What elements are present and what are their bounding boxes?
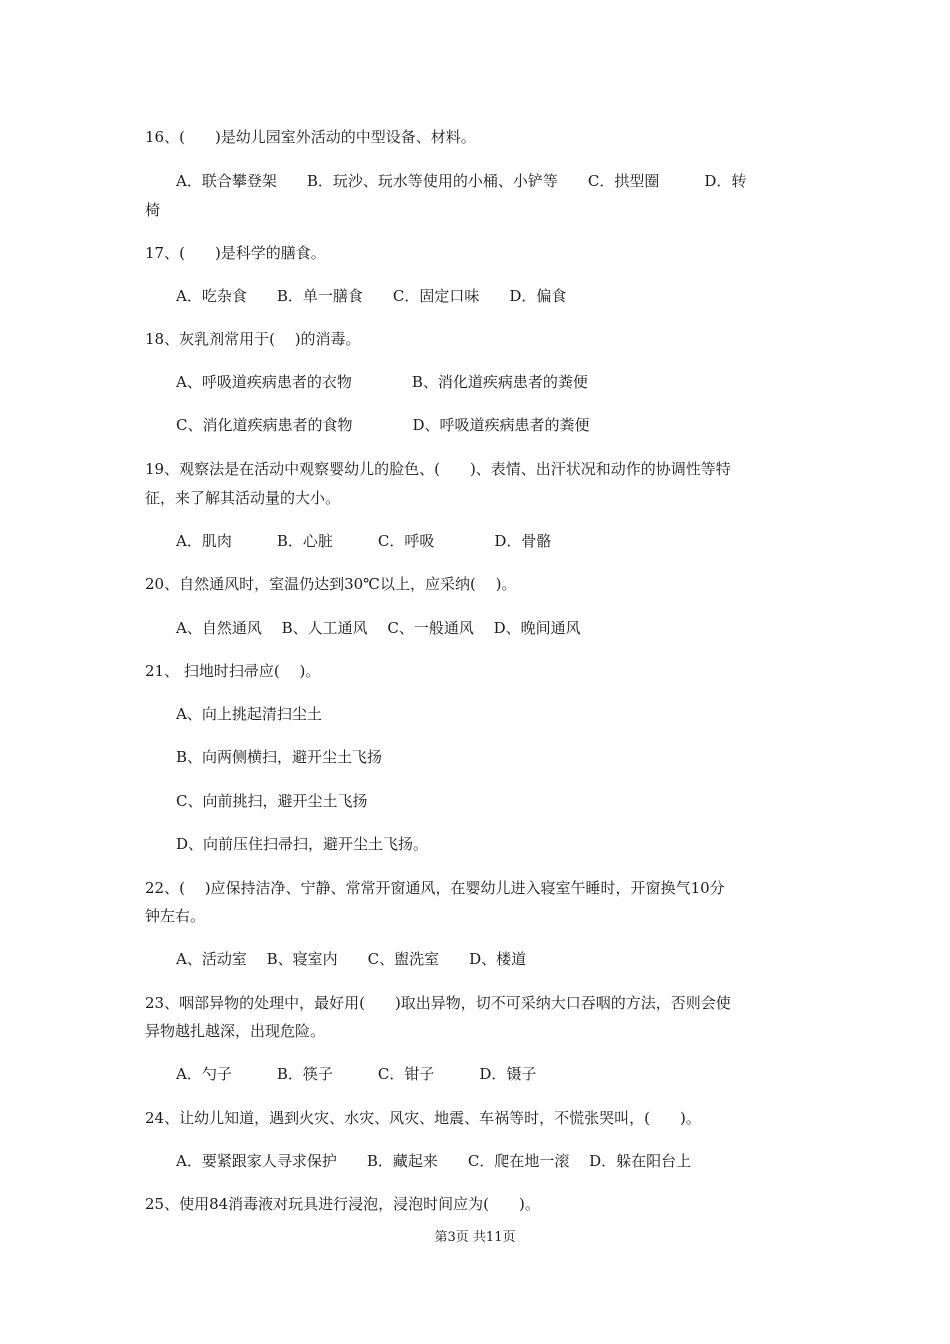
question-23-options: A．勺子 B．筷子 C．钳子 D．镊子 — [176, 1065, 537, 1083]
question-20-options: A、自然通风 B、人工通风 C、一般通风 D、晚间通风 — [176, 619, 581, 637]
question-19-stem: 19、观察法是在活动中观察婴幼儿的脸色、( )、表情、出汗状况和动作的协调性等特 — [145, 460, 731, 478]
question-19-options: A．肌肉 B．心脏 C．呼吸 D．骨骼 — [176, 532, 552, 550]
question-16-options: A．联合攀登架 B．玩沙、玩水等使用的小桶、小铲等 C．拱型圈 D．转 — [176, 172, 747, 190]
question-21-stem: 21、 扫地时扫帚应( )。 — [145, 662, 321, 680]
question-24-options: A．要紧跟家人寻求保护 B．藏起来 C．爬在地一滚 D．躲在阳台上 — [176, 1152, 692, 1170]
question-18-options-cd: C、消化道疾病患者的食物 D、呼吸道疾病患者的粪便 — [176, 416, 590, 434]
question-23-stem: 23、咽部异物的处理中，最好用( )取出异物，切不可采纳大口吞咽的方法，否则会使 — [145, 994, 731, 1012]
question-16-stem: 16、( )是幼儿园室外活动的中型设备、材料。 — [145, 128, 476, 146]
question-16-options-wrap: 椅 — [145, 201, 161, 219]
question-22-stem-wrap: 钟左右。 — [145, 907, 206, 925]
question-21-option-d: D、向前压住扫帚扫，避开尘土飞扬。 — [176, 835, 429, 853]
question-20-stem: 20、自然通风时，室温仍达到30℃以上，应采纳( )。 — [145, 575, 517, 593]
question-17-options: A．吃杂食 B．单一膳食 C．固定口味 D．偏食 — [176, 287, 567, 305]
question-19-stem-wrap: 征，来了解其活动量的大小。 — [145, 489, 341, 507]
question-22-options: A、活动室 B、寝室内 C、盥洗室 D、楼道 — [176, 950, 527, 968]
question-22-stem: 22、( )应保持洁净、宁静、常常开窗通风，在婴幼儿进入寝室午睡时，开窗换气10分 — [145, 879, 725, 897]
question-23-stem-wrap: 异物越扎越深，出现危险。 — [145, 1022, 326, 1040]
question-21-option-b: B、向两侧横扫，避开尘土飞扬 — [176, 748, 383, 766]
question-25-stem: 25、使用84消毒液对玩具进行浸泡，浸泡时间应为( )。 — [145, 1195, 540, 1213]
question-21-option-a: A、向上挑起清扫尘土 — [176, 705, 322, 723]
question-17-stem: 17、( )是科学的膳食。 — [145, 244, 326, 262]
question-18-stem: 18、灰乳剂常用于( )的消毒。 — [145, 330, 361, 348]
question-18-options-ab: A、呼吸道疾病患者的衣物 B、消化道疾病患者的粪便 — [176, 373, 588, 391]
question-21-option-c: C、向前挑扫，避开尘土飞扬 — [176, 792, 368, 810]
page-footer: 第3页 共11页 — [434, 1230, 516, 1245]
question-24-stem: 24、让幼儿知道，遇到火灾、水灾、风灾、地震、车祸等时，不慌张哭叫，( )。 — [145, 1109, 701, 1127]
